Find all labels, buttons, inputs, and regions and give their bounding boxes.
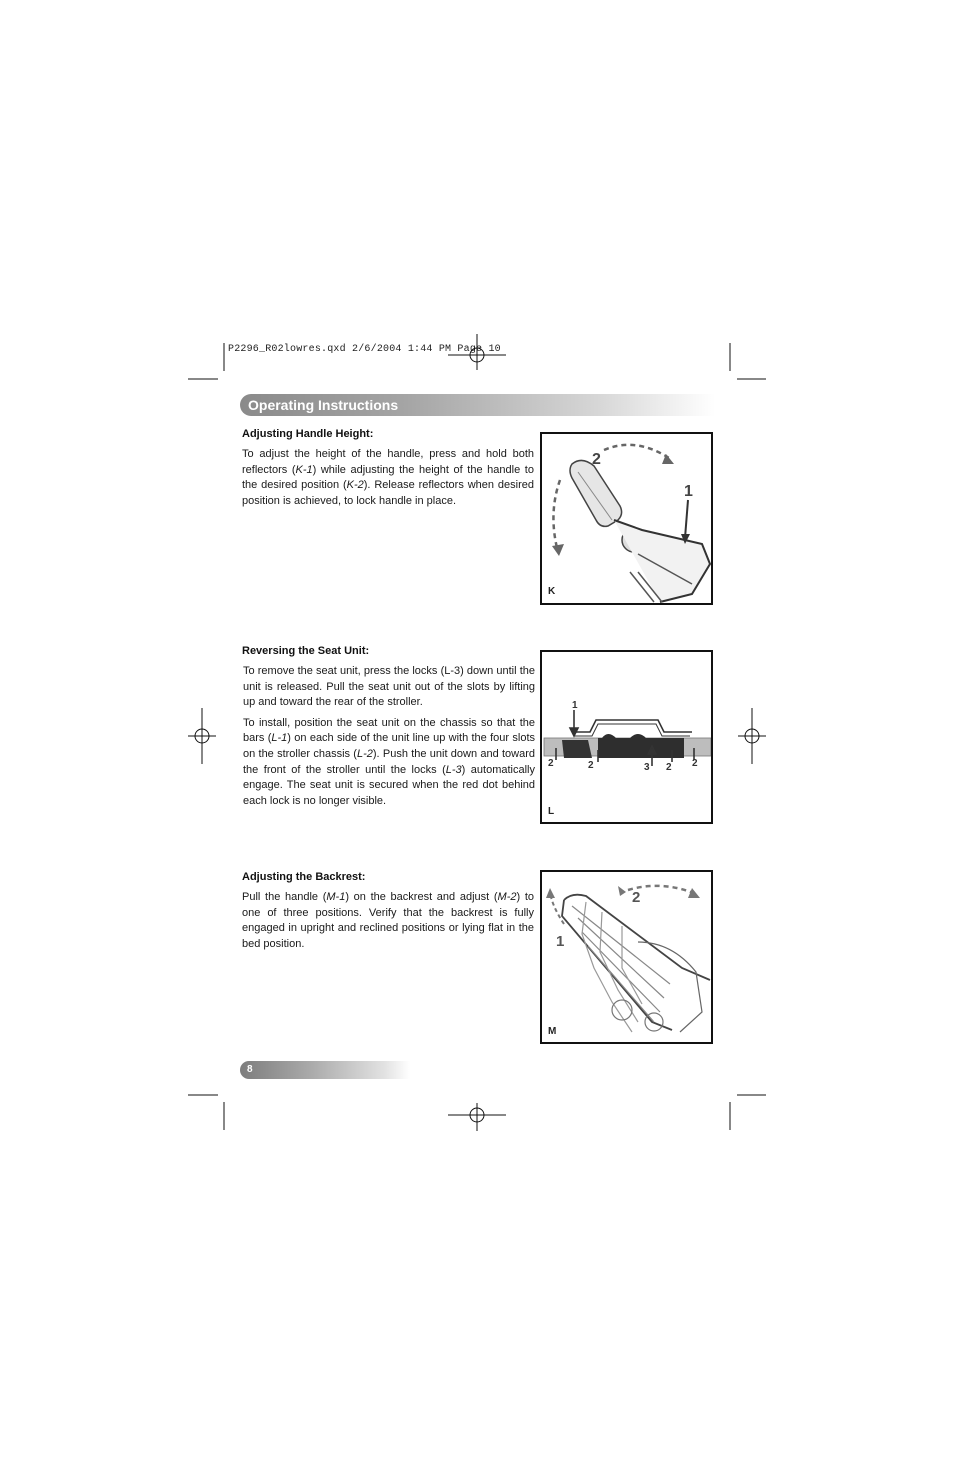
section-title-handle-height: Adjusting Handle Height:: [242, 428, 374, 440]
section-body-handle-height: [242, 447, 534, 509]
figure-reference: L-1: [271, 732, 288, 745]
callout-2c: 2: [666, 762, 672, 773]
page-number: 8: [247, 1064, 253, 1075]
figure-l: [540, 650, 713, 824]
text-run: To adjust the height of the handle, press and hold both reflectors (: [242, 448, 534, 476]
page-number-bar: [240, 1061, 410, 1079]
section-title-backrest: Adjusting the Backrest:: [242, 871, 366, 883]
section-body-backrest: [242, 890, 534, 952]
text-run: ) on the backrest and adjust (: [345, 891, 498, 903]
text-run: ) to one of three positions. Verify that the backrest is fully engaged in upright and reclined positions or lying flat in the bed position.: [242, 891, 534, 950]
callout-1: 1: [572, 700, 578, 711]
figure-label: K: [548, 586, 556, 597]
text-run: ). Release reflectors when desired position is achieved, to lock handle in place.: [242, 479, 534, 507]
figure-m: [540, 870, 713, 1044]
backrest-illustration: [542, 872, 711, 1042]
paragraph: [242, 447, 534, 509]
callout-1: 1: [684, 483, 693, 500]
callout-2a: 2: [548, 758, 554, 769]
figure-reference: L-2: [356, 747, 373, 760]
figure-label: L: [548, 806, 555, 817]
figure-reference: K-1: [295, 463, 313, 476]
text-run: To install, position the seat unit on the chassis so that the bars (: [243, 716, 535, 745]
text-run: Pull the handle (: [242, 891, 327, 903]
figure-reference: M-2: [497, 891, 517, 903]
paragraph: [243, 664, 535, 711]
callout-1: 1: [556, 933, 565, 950]
figure-label: M: [548, 1026, 557, 1037]
callout-3: 3: [644, 762, 650, 773]
callout-2: 2: [632, 889, 641, 906]
figure-reference: K-2: [346, 479, 364, 492]
callout-2b: 2: [588, 760, 594, 771]
section-title-reversing-seat: Reversing the Seat Unit:: [242, 645, 370, 657]
text-run: ) on each side of the unit line up with the four slots on the stroller chassis (: [243, 732, 536, 760]
section-body-reversing-seat: [243, 664, 535, 809]
figure-reference: L-3: [445, 763, 462, 776]
text-run: To remove the seat unit, press the locks (L-3) down until the unit is released. Pull the seat unit out of the slots by lifting up and toward the rear of the stroller.: [243, 665, 535, 709]
text-run: ) while adjusting the height of the handle to the desired position (: [242, 463, 534, 492]
callout-2d: 2: [692, 758, 698, 769]
figure-reference: M-1: [326, 891, 346, 903]
callout-2: 2: [592, 451, 601, 468]
text-run: ). Push the unit down and toward the front of the stroller until the locks (: [243, 747, 535, 776]
figure-k: [540, 432, 713, 605]
seat-unit-illustration: [542, 652, 711, 822]
paragraph: [243, 716, 535, 810]
text-run: ) automatically engage. The seat unit is secured when the red dot behind each lock is no longer visible.: [243, 763, 536, 807]
paragraph: [242, 890, 534, 952]
handle-illustration: [542, 434, 711, 603]
file-slug: P2296_R02lowres.qxd 2/6/2004 1:44 PM Page 10: [228, 344, 501, 355]
page-title: Operating Instructions: [248, 397, 399, 413]
